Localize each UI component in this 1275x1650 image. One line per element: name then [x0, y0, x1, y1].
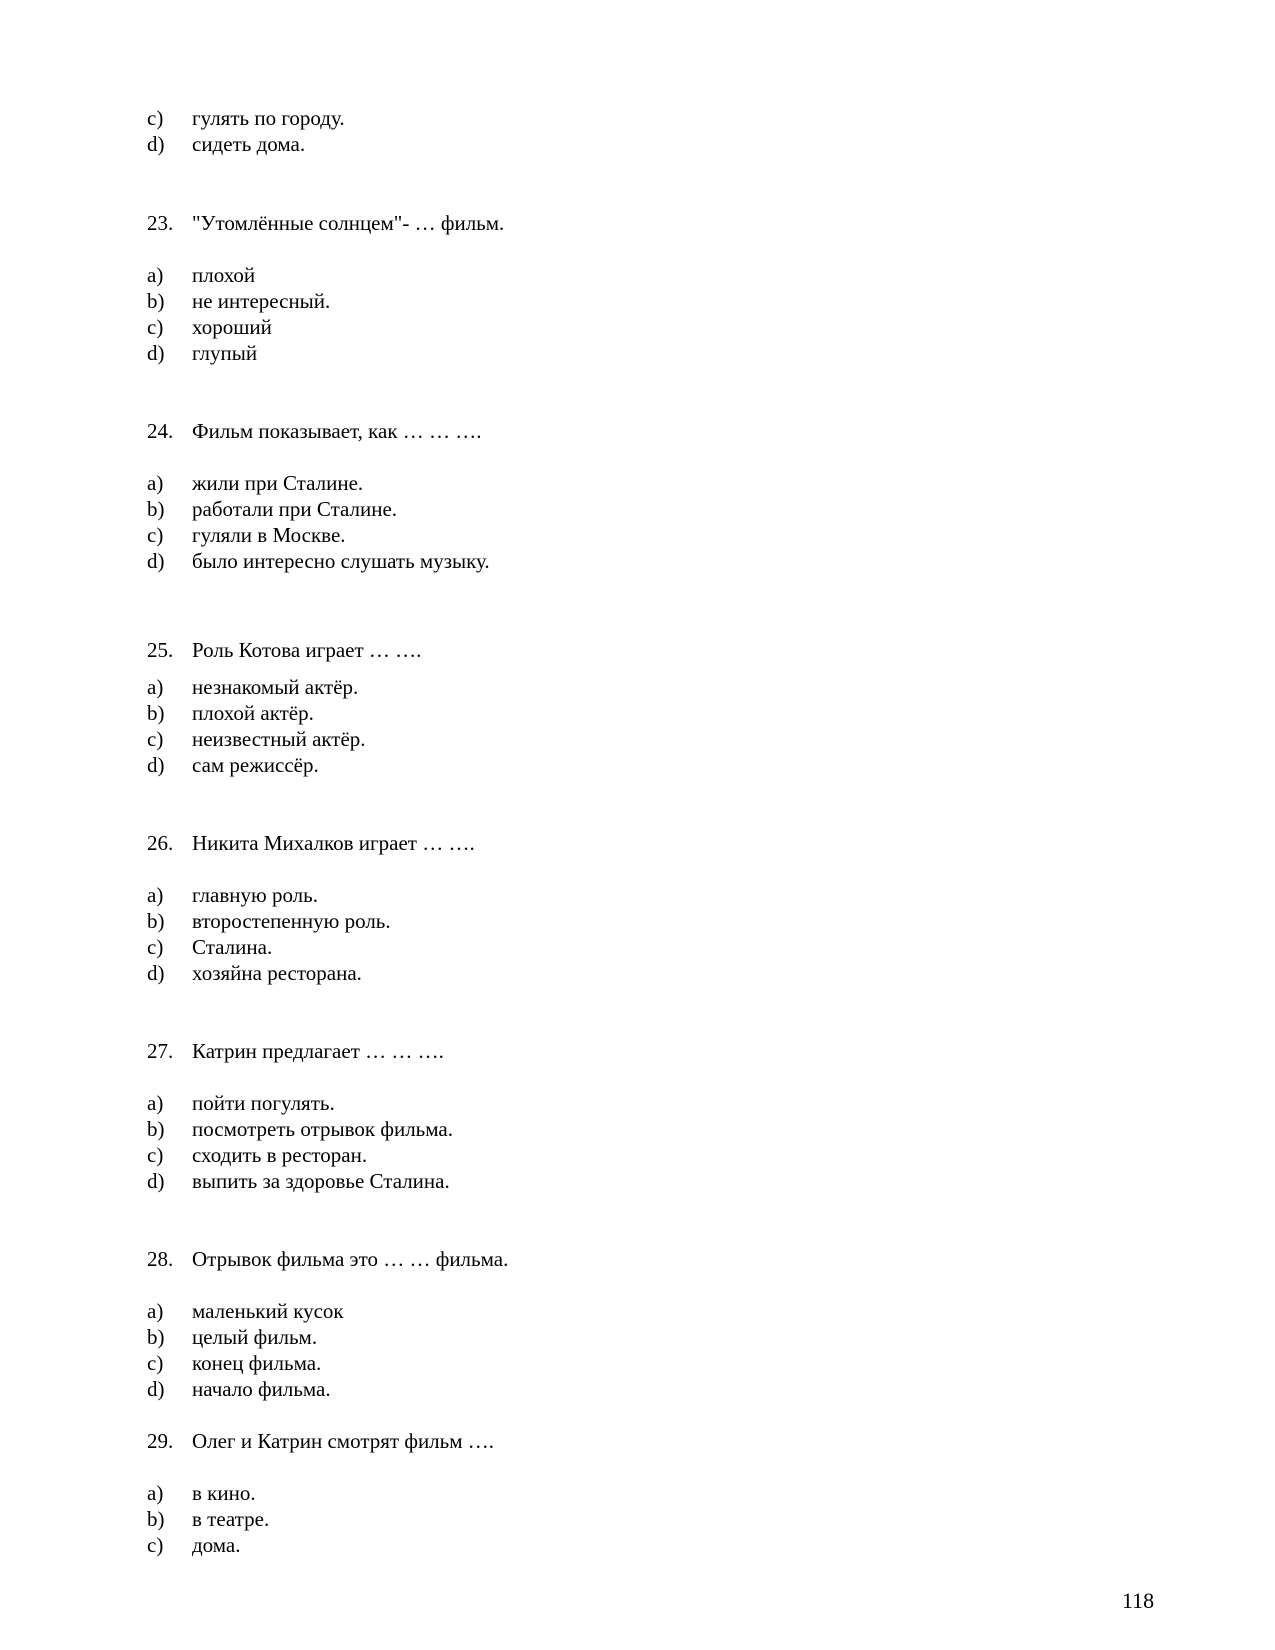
- option-text: жили при Сталине.: [192, 471, 364, 495]
- option-text: незнакомый актёр.: [192, 675, 359, 699]
- option-label: a): [147, 883, 164, 907]
- question-number: 25.: [147, 638, 174, 662]
- option-label: a): [147, 263, 164, 287]
- option-text: в театре.: [192, 1507, 270, 1531]
- option-label: d): [147, 341, 165, 365]
- option-text: главную роль.: [192, 883, 318, 907]
- option-label: c): [147, 1351, 164, 1375]
- option-text: посмотреть отрывок фильма.: [192, 1117, 453, 1141]
- question-text: Отрывок фильма это … … фильма.: [192, 1247, 509, 1271]
- option-text: неизвестный актёр.: [192, 727, 366, 751]
- option-text: не интересный.: [192, 289, 331, 313]
- option-text: сам режиссёр.: [192, 753, 319, 777]
- option-label: a): [147, 471, 164, 495]
- option-text: плохой: [192, 263, 256, 287]
- option-text: плохой актёр.: [192, 701, 314, 725]
- option-label: d): [147, 1377, 165, 1401]
- option-label: c): [147, 315, 164, 339]
- option-label: d): [147, 753, 165, 777]
- option-text: Сталина.: [192, 935, 273, 959]
- option-label: b): [147, 909, 165, 933]
- option-label: a): [147, 1481, 164, 1505]
- option-label: d): [147, 1169, 165, 1193]
- question-text: Олег и Катрин смотрят фильм ….: [192, 1429, 495, 1453]
- option-label: b): [147, 289, 165, 313]
- option-label: c): [147, 1533, 164, 1557]
- option-label: b): [147, 1117, 165, 1141]
- option-text: дома.: [192, 1533, 241, 1557]
- question-text: Роль Котова играет … ….: [192, 638, 422, 662]
- option-label: c): [147, 1143, 164, 1167]
- question-text: Никита Михалков играет … ….: [192, 831, 475, 855]
- question-text: Катрин предлагает … … ….: [192, 1039, 444, 1063]
- option-text: пойти погулять.: [192, 1091, 335, 1115]
- option-label: d): [147, 132, 165, 156]
- option-text: конец фильма.: [192, 1351, 322, 1375]
- option-label: c): [147, 935, 164, 959]
- question-text: Фильм показывает, как … … ….: [192, 419, 482, 443]
- question-number: 28.: [147, 1247, 174, 1271]
- option-label: d): [147, 961, 165, 985]
- option-text: начало фильма.: [192, 1377, 331, 1401]
- page-number: 118: [1122, 1588, 1155, 1613]
- question-number: 26.: [147, 831, 174, 855]
- option-text: сидеть дома.: [192, 132, 306, 156]
- question-text: "Утомлённые солнцем"- … фильм.: [192, 211, 505, 235]
- question-number: 23.: [147, 211, 174, 235]
- option-text: маленький кусок: [192, 1299, 344, 1323]
- option-label: d): [147, 549, 165, 573]
- option-label: b): [147, 1507, 165, 1531]
- option-label: a): [147, 1091, 164, 1115]
- option-text: второстепенную роль.: [192, 909, 391, 933]
- question-number: 29.: [147, 1429, 174, 1453]
- question-number: 27.: [147, 1039, 174, 1063]
- option-label: c): [147, 727, 164, 751]
- option-text: хозяйна ресторана.: [192, 961, 362, 985]
- option-label: b): [147, 701, 165, 725]
- option-text: выпить за здоровье Сталина.: [192, 1169, 450, 1193]
- option-text: глупый: [192, 341, 258, 365]
- option-label: a): [147, 675, 164, 699]
- option-text: работали при Сталине.: [192, 497, 398, 521]
- question-number: 24.: [147, 419, 174, 443]
- option-label: c): [147, 523, 164, 547]
- option-label: b): [147, 497, 165, 521]
- option-text: в кино.: [192, 1481, 256, 1505]
- option-text: сходить в ресторан.: [192, 1143, 368, 1167]
- option-text: хороший: [192, 315, 272, 339]
- option-label: a): [147, 1299, 164, 1323]
- option-text: гулять по городу.: [192, 106, 345, 130]
- option-text: было интересно слушать музыку.: [192, 549, 490, 573]
- option-text: целый фильм.: [192, 1325, 318, 1349]
- option-text: гуляли в Москве.: [192, 523, 346, 547]
- option-label: c): [147, 106, 164, 130]
- option-label: b): [147, 1325, 165, 1349]
